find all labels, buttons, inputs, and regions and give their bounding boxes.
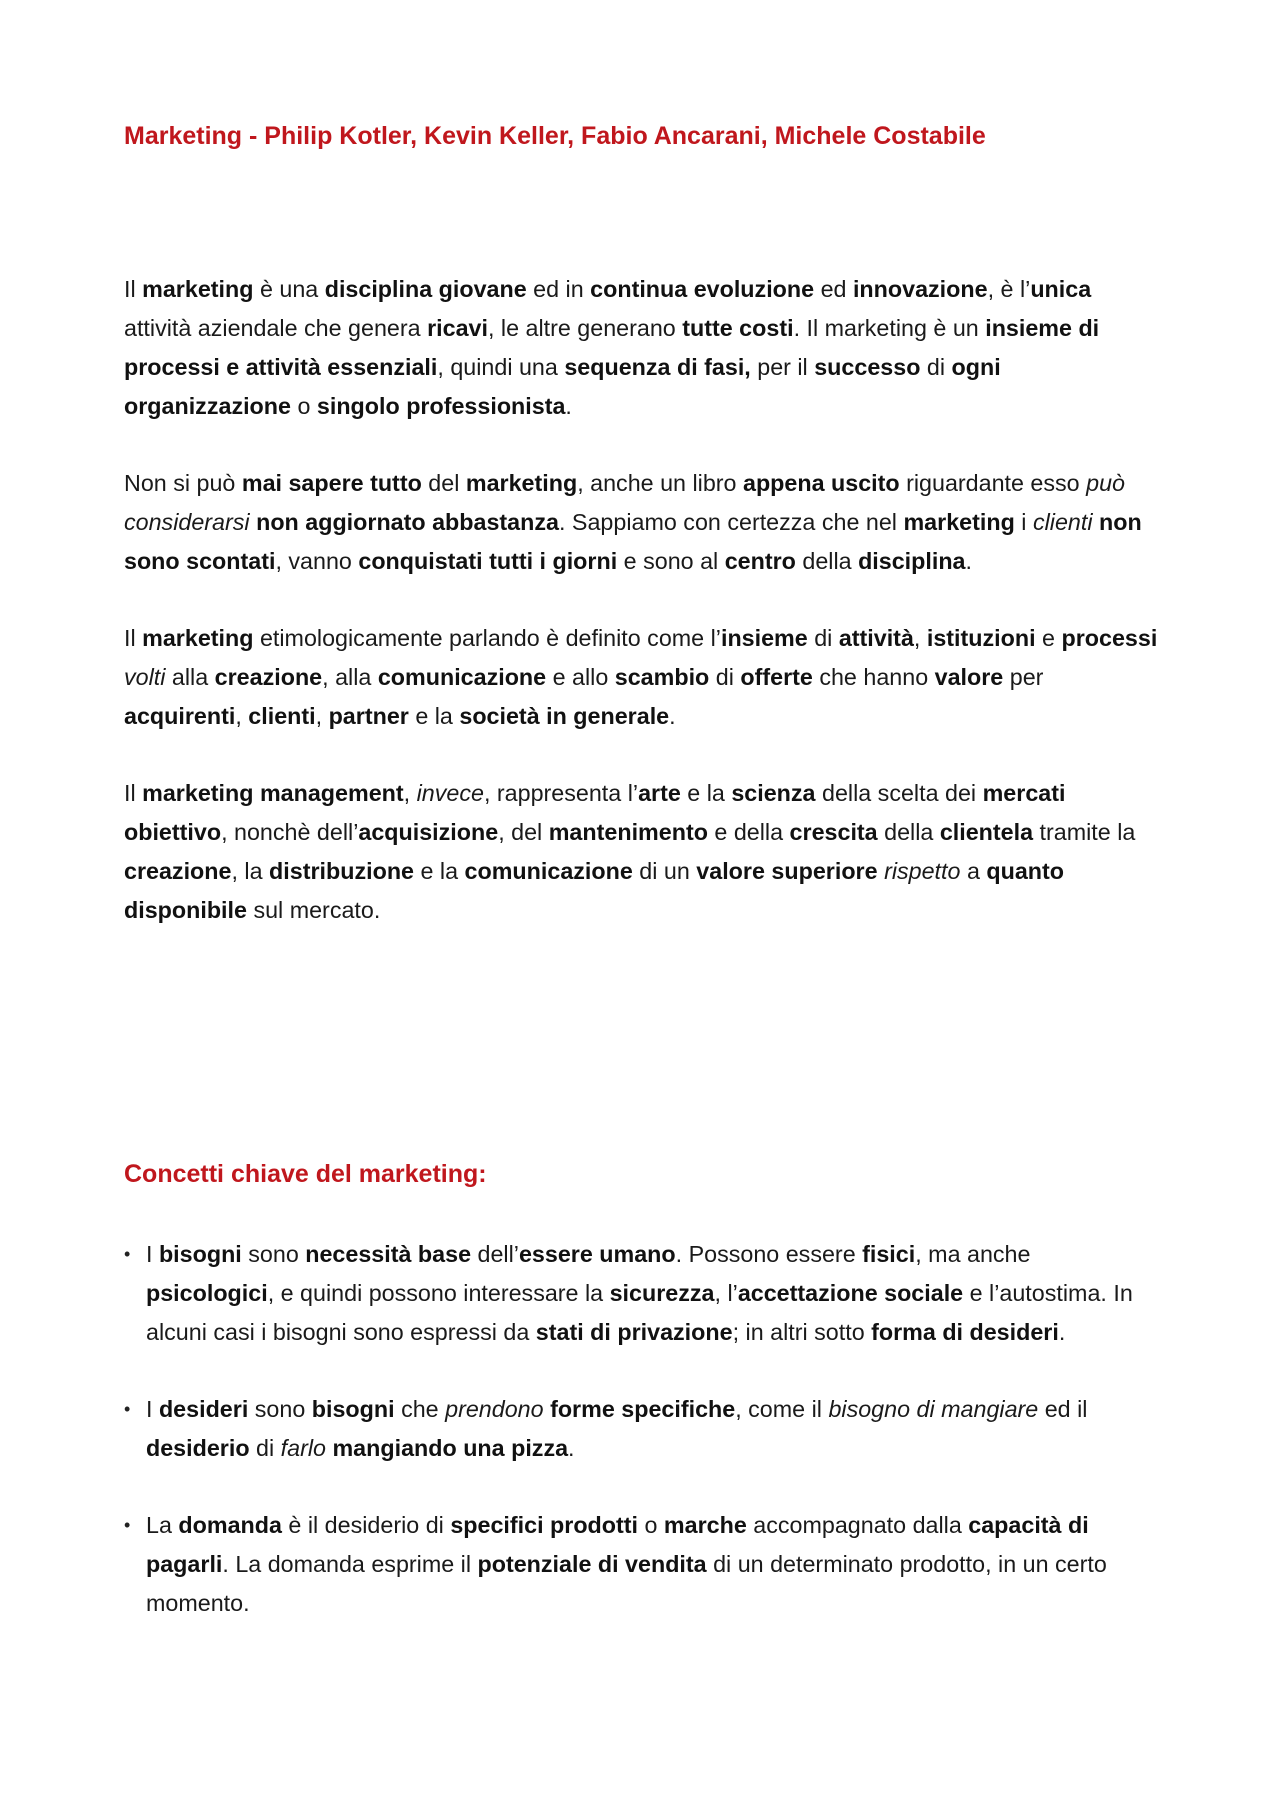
text-run: o (290, 393, 317, 419)
text-run: . La domanda esprime il (222, 1551, 478, 1577)
bold-text: centro (724, 548, 796, 574)
bold-text: valore (934, 664, 1004, 690)
text-run: è una (253, 276, 325, 302)
bold-text: tutte costi (682, 315, 794, 341)
text-run: , quindi una (437, 354, 565, 380)
bold-text: marche (663, 1512, 747, 1538)
text-run: e la (408, 703, 460, 729)
italic-text: volti (124, 664, 166, 690)
bold-text: insieme di processi e attività essenziali (124, 315, 1100, 380)
list-item-desideri (124, 1390, 1164, 1468)
text-run: , le altre generano (487, 315, 683, 341)
bold-text: acquisizione (358, 819, 499, 845)
text-run: del (421, 470, 466, 496)
bold-text: sicurezza (609, 1280, 715, 1306)
bold-text: marketing (142, 625, 254, 651)
text-run: , è l’ (987, 276, 1031, 302)
list-item-text (146, 1512, 1107, 1616)
text-run: tramite la (1033, 819, 1136, 845)
text-run: dell’ (471, 1241, 519, 1267)
text-run: . Il marketing è un (793, 315, 986, 341)
bold-text: insieme (720, 625, 808, 651)
bold-text: appena uscito (742, 470, 900, 496)
text-run: e allo (546, 664, 615, 690)
text-run: . (1058, 1319, 1066, 1345)
bold-text: creazione (214, 664, 323, 690)
key-concepts-list (124, 1235, 1164, 1661)
bold-text: clientela (939, 819, 1034, 845)
bullet-icon: • (124, 1399, 131, 1419)
bold-text: desiderio (146, 1435, 250, 1461)
bold-text: forme specifiche (550, 1396, 736, 1422)
text-run: , (403, 780, 417, 806)
text-run: Il (124, 276, 143, 302)
text-run: Non si può (124, 470, 242, 496)
bold-text: potenziale di vendita (477, 1551, 707, 1577)
text-run: . Sappiamo con certezza che nel (558, 509, 904, 535)
intro-paragraph-2 (124, 464, 1164, 581)
bullet-icon: • (124, 1515, 131, 1535)
text-run: per il (750, 354, 815, 380)
bold-text: comunicazione (464, 858, 633, 884)
text-run: , come il (735, 1396, 829, 1422)
text-run: accompagnato dalla (746, 1512, 969, 1538)
italic-text: prendono (445, 1396, 544, 1422)
bold-text: scambio (614, 664, 710, 690)
bold-text: accettazione sociale (737, 1280, 964, 1306)
bold-text: singolo professionista (316, 393, 566, 419)
text-run: e (1035, 625, 1062, 651)
italic-text: rispetto (884, 858, 961, 884)
bold-text: bisogni (311, 1396, 395, 1422)
text-run: di un (632, 858, 697, 884)
bold-text: mangiando una pizza (332, 1435, 569, 1461)
bold-text: successo (814, 354, 921, 380)
text-run: I (146, 1396, 159, 1422)
text-run: . Possono essere (675, 1241, 863, 1267)
bold-text: stati di privazione (535, 1319, 733, 1345)
text-run: i (1014, 509, 1033, 535)
text-run: Il (124, 780, 143, 806)
text-run: della scelta dei (815, 780, 983, 806)
bold-text: disciplina giovane (324, 276, 527, 302)
text-run: , vanno (275, 548, 359, 574)
bold-text: mantenimento (548, 819, 708, 845)
italic-text: invece (416, 780, 484, 806)
text-run: , (235, 703, 249, 729)
bold-text: psicologici (146, 1280, 268, 1306)
text-run: sul mercato. (246, 897, 381, 923)
bold-text: necessità base (305, 1241, 472, 1267)
text-run: e la (680, 780, 732, 806)
text-run: e l’autostima. In alcuni casi i bisogni sono espressi da (146, 1280, 1133, 1345)
text-run: , la (231, 858, 270, 884)
italic-text: farlo (280, 1435, 326, 1461)
bold-text: marketing management (142, 780, 404, 806)
bold-text: distribuzione (269, 858, 415, 884)
bold-text: offerte (740, 664, 813, 690)
bold-text: valore superiore (696, 858, 878, 884)
text-run: . (669, 703, 676, 729)
intro-section (124, 270, 1164, 968)
bold-text: mercati obiettivo (124, 780, 1066, 845)
bold-text: non aggiornato abbastanza (256, 509, 559, 535)
intro-paragraph-4 (124, 774, 1164, 930)
bold-text: clienti (248, 703, 316, 729)
text-run: alla (165, 664, 215, 690)
text-run: ed il (1038, 1396, 1088, 1422)
text-run: , anche un libro (577, 470, 743, 496)
italic-text: bisogno di mangiare (828, 1396, 1039, 1422)
text-run: , (315, 703, 329, 729)
bold-text: fisici (862, 1241, 916, 1267)
text-run: e sono al (617, 548, 725, 574)
intro-paragraph-1 (124, 270, 1164, 426)
text-run: , del (498, 819, 549, 845)
bold-text: disciplina (858, 548, 966, 574)
text-run: , l’ (714, 1280, 738, 1306)
text-run: è il desiderio di (281, 1512, 451, 1538)
bold-text: sequenza di fasi, (564, 354, 751, 380)
bold-text: scienza (731, 780, 816, 806)
text-run: o (638, 1512, 664, 1538)
bold-text: creazione (124, 858, 232, 884)
text-run: , e quindi possono interessare la (267, 1280, 610, 1306)
text-run: attività aziendale che genera (124, 315, 428, 341)
list-item-text (146, 1241, 1133, 1345)
text-run: . (565, 393, 572, 419)
text-run: della (877, 819, 940, 845)
text-run: di un determinato prodotto, in un certo momento. (146, 1551, 1107, 1616)
text-run: La (146, 1512, 179, 1538)
text-run: che hanno (812, 664, 935, 690)
bold-text: innovazione (852, 276, 988, 302)
list-item-domanda (124, 1506, 1164, 1623)
text-run: , (913, 625, 927, 651)
text-run: sono (241, 1241, 306, 1267)
text-run: Il (124, 625, 143, 651)
text-run: ed (814, 276, 853, 302)
bold-text: istituzioni (926, 625, 1036, 651)
text-run: riguardante esso (899, 470, 1087, 496)
text-run: , rappresenta l’ (483, 780, 639, 806)
bold-text: crescita (789, 819, 878, 845)
bold-text: acquirenti (124, 703, 236, 729)
text-run: per (1003, 664, 1044, 690)
list-item-text (146, 1396, 1087, 1461)
italic-text: può considerarsi (124, 470, 1125, 535)
text-run: di (249, 1435, 281, 1461)
text-run: , alla (322, 664, 378, 690)
text-run: a (960, 858, 987, 884)
bold-text: mai sapere tutto (241, 470, 422, 496)
bold-text: forma di desideri (871, 1319, 1059, 1345)
bold-text: specifici prodotti (450, 1512, 638, 1538)
text-run: e della (707, 819, 790, 845)
bold-text: bisogni (158, 1241, 242, 1267)
text-run: e la (414, 858, 465, 884)
text-run: ; in altri sotto (732, 1319, 872, 1345)
bold-text: desideri (158, 1396, 249, 1422)
text-run: di (807, 625, 839, 651)
bold-text: quanto disponibile (124, 858, 1065, 923)
text-run: . (568, 1435, 575, 1461)
bold-text: arte (638, 780, 681, 806)
text-run: I (146, 1241, 159, 1267)
bold-text: continua evoluzione (590, 276, 815, 302)
bold-text: partner (328, 703, 409, 729)
text-run: di (709, 664, 741, 690)
text-run: sono (248, 1396, 312, 1422)
text-run: ed in (526, 276, 591, 302)
list-item-bisogni (124, 1235, 1164, 1352)
intro-paragraph-3 (124, 619, 1164, 736)
bold-text: società in generale (459, 703, 670, 729)
text-run: della (795, 548, 859, 574)
bold-text: marketing (465, 470, 578, 496)
bold-text: conquistati tutti i giorni (358, 548, 618, 574)
bold-text: processi (1061, 625, 1158, 651)
bold-text: marketing (903, 509, 1015, 535)
text-run: che (394, 1396, 446, 1422)
section-title: Concetti chiave del marketing: (124, 1160, 487, 1188)
bold-text: domanda (178, 1512, 282, 1538)
text-run: etimologicamente parlando è definito come l’ (253, 625, 721, 651)
bullet-icon: • (124, 1244, 131, 1264)
bold-text: capacità di pagarli (146, 1512, 1089, 1577)
bold-text: ogni organizzazione (124, 354, 1001, 419)
document-title: Marketing - Philip Kotler, Kevin Keller, Fabio Ancarani, Michele Costabile (124, 122, 986, 150)
bold-text: marketing (142, 276, 254, 302)
bold-text: ricavi (427, 315, 488, 341)
bold-text: unica (1030, 276, 1092, 302)
bold-text: non sono scontati (124, 509, 1142, 574)
italic-text: clienti (1032, 509, 1093, 535)
bold-text: comunicazione (377, 664, 547, 690)
text-run: , nonchè dell’ (221, 819, 359, 845)
bold-text: attività (838, 625, 914, 651)
text-run: di (920, 354, 952, 380)
text-run: . (965, 548, 972, 574)
bold-text: essere umano (518, 1241, 676, 1267)
text-run: , ma anche (915, 1241, 1031, 1267)
